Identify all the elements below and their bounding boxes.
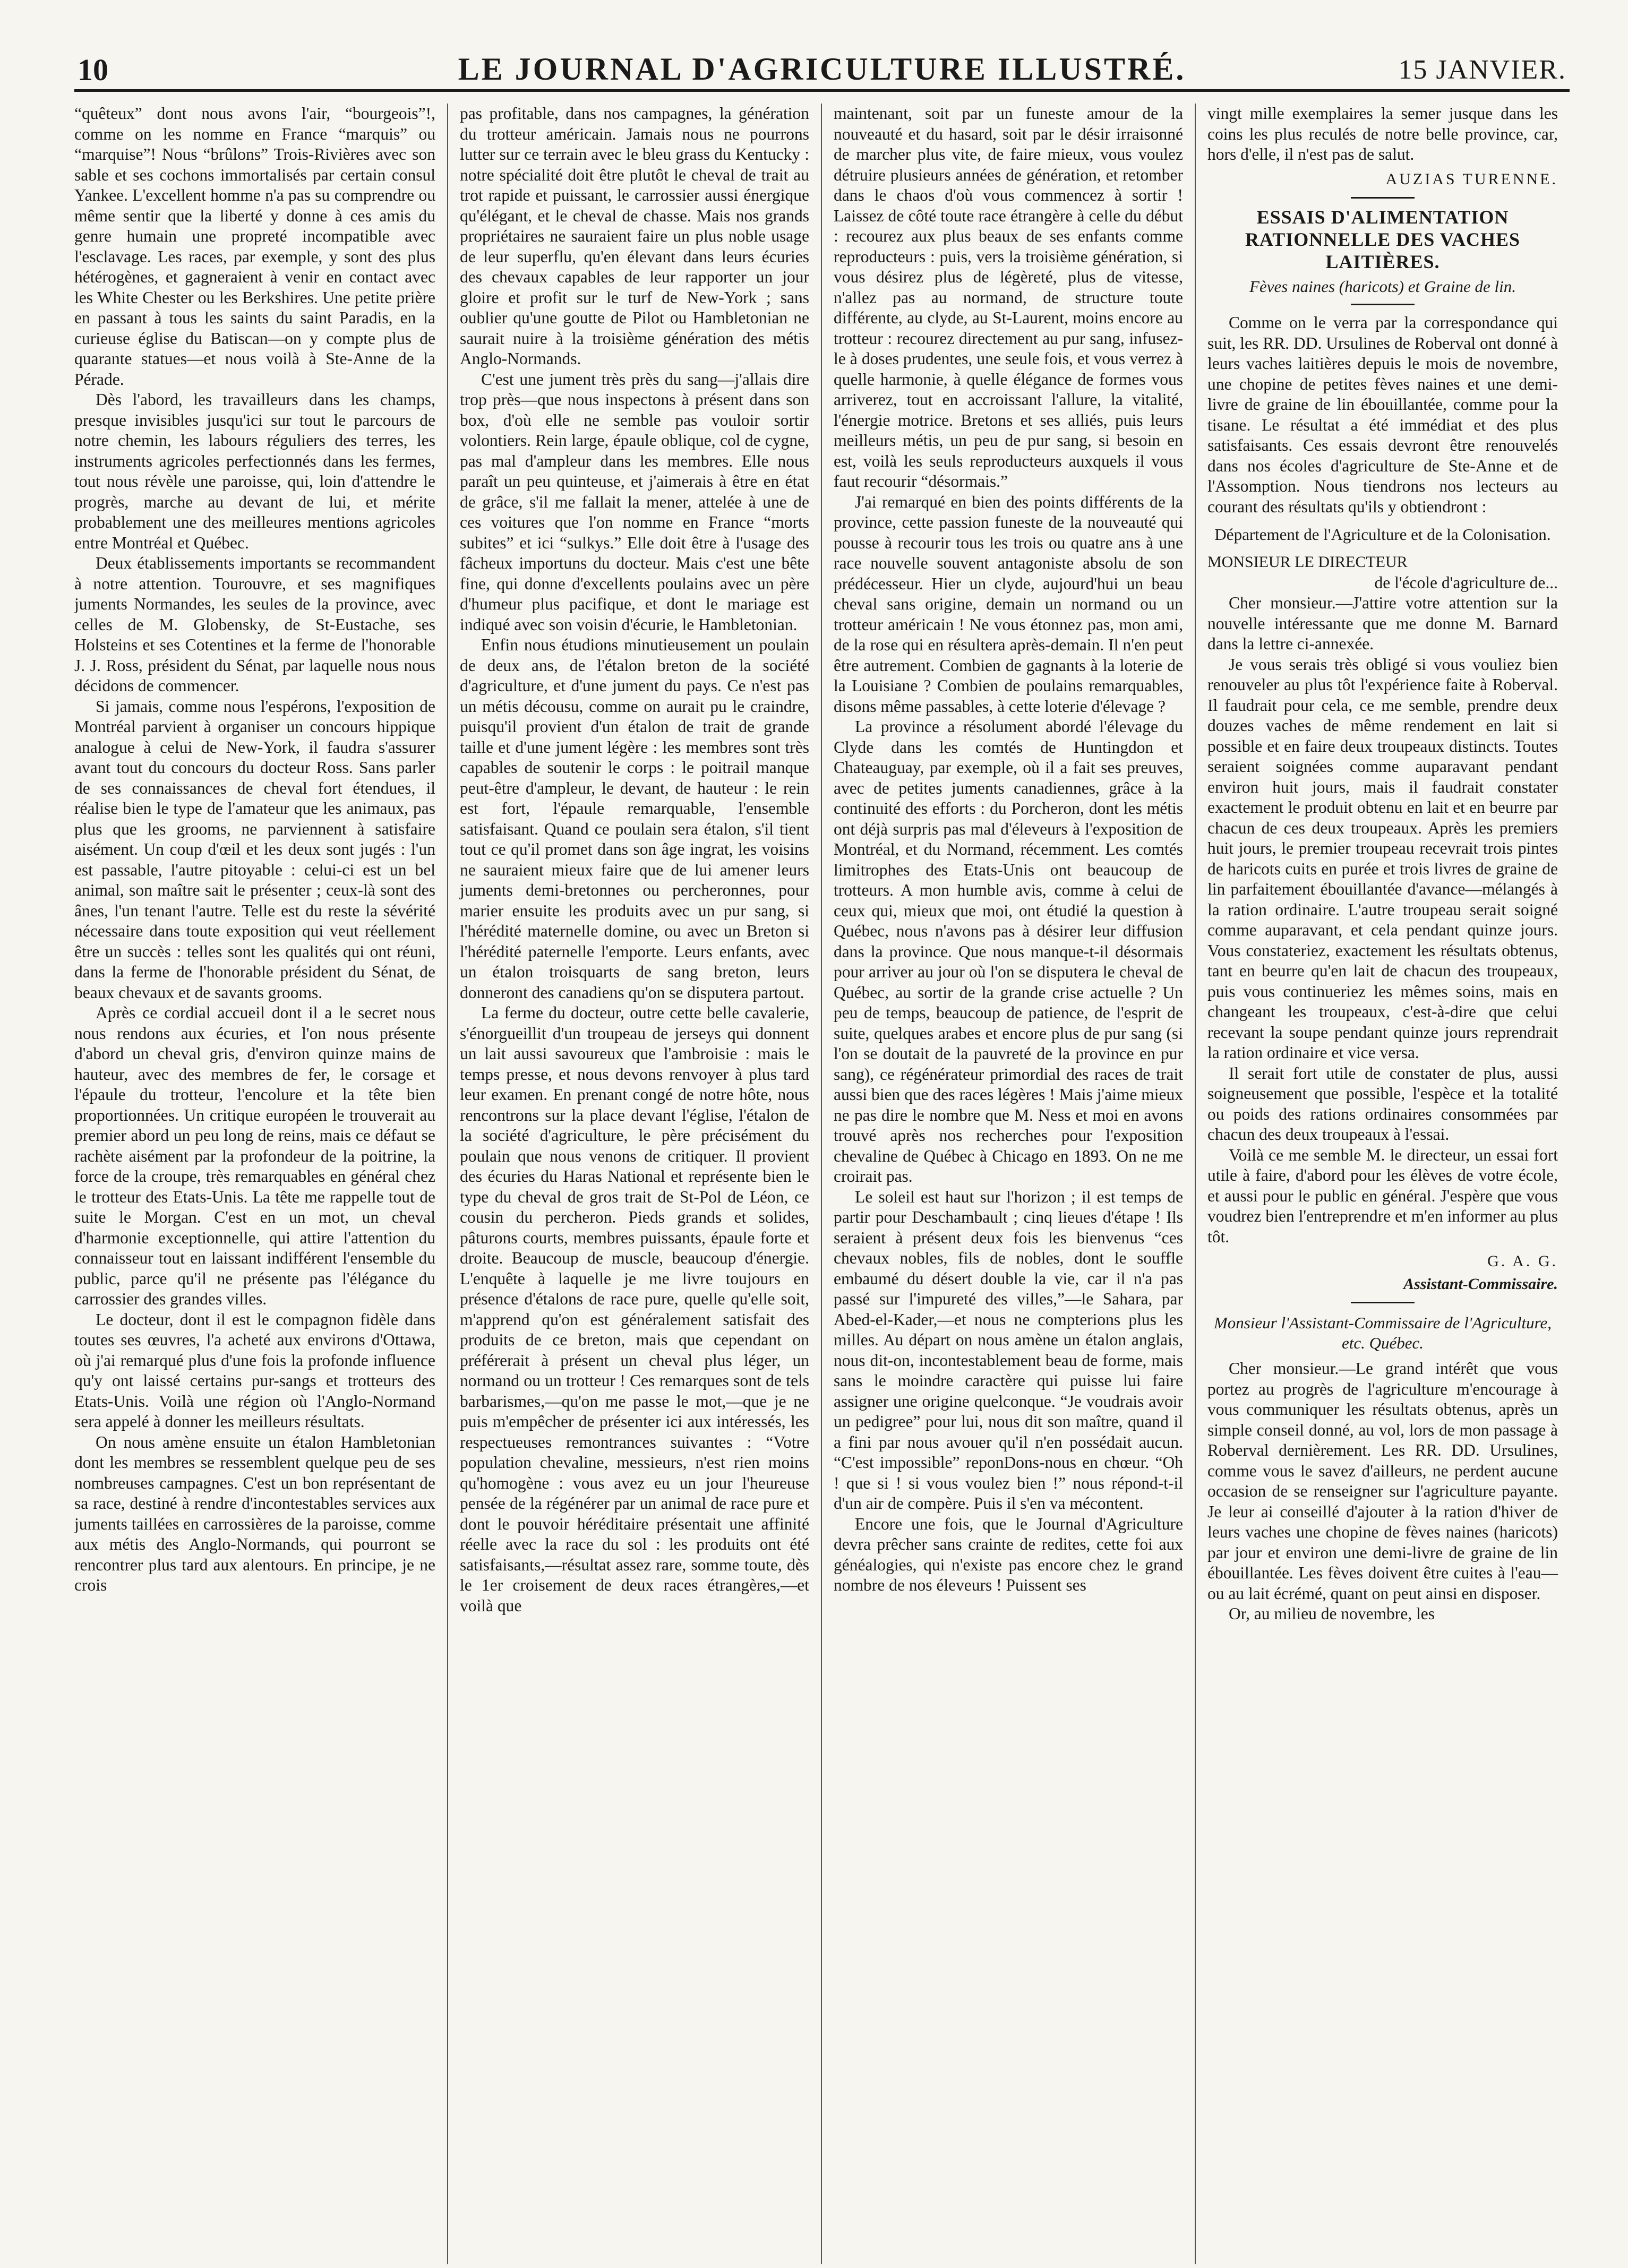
divider [1351, 197, 1415, 199]
paragraph: On nous amène ensuite un étalon Hambletonian dont les membres se ressemblent quelque peu de ses nombreuses campagnes. C'est un bon représentant de sa race, destiné à rendre d'incontestables services aux juments taillées en carrossières de la paroisse, comme aux métis des Anglo-Normands, qui pourront se rencontrer plus tard aux alentours. En principe, je ne crois [74, 1432, 435, 1594]
essay-title: ESSAIS D'ALIMENTATION RATIONNELLE DES VACHES LAITIÈRES. [1245, 207, 1521, 272]
page-number: 10 [78, 53, 108, 87]
paragraph: Si jamais, comme nous l'espérons, l'exposition de Montréal parvient à organiser un concours hippique analogue à celui de New-York, il faudra s'assurer avant tout du concours du docteur Ross. Sans parler de ses connaissances de cheval fort étendues, il réalise bien le type de l'amateur que les animaux, pas plus que les grooms, ne parviennent à satisfaire aisément. Un coup d'œil et les deux sont jugés : l'un est passable, l'autre pitoyable : celui-ci est un bel animal, son maître sait le présenter ; ceux-là sont des ânes, l'un tenant l'autre. Telle est du reste la sévérité nécessaire dans toute exposition qui veut réellement être un succès : telles sont les qualités qui ont réuni, dans la ferme de l'honorable président du Sénat, de beaux chevaux et de savants grooms. [74, 697, 435, 1002]
paragraph: C'est une jument très près du sang—j'allais dire trop près—que nous inspectons à présent dans son box, d'où elle ne semble pas vouloir sortir volontiers. Rein large, épaule oblique, col de cygne, pas mal d'ampleur dans les membres. Elle nous paraît un peu quinteuse, et j'aimerais à être en état de grâce, s'il me fallait la mener, attelée à une de ces voitures que l'on nomme en France “morts subites” et ici “sulkys.” Elle doit être à l'usage des fâcheux importuns du docteur. Mais c'est une bête fine, qui donne d'excellents poulains avec un père d'humeur plus pacifique, et dont le mariage est indiqué avec son voisin d'écurie, le Hambletonian. [460, 370, 809, 634]
paragraph: La ferme du docteur, outre cette belle cavalerie, s'énorgueillit d'un troupeau de jerseys qui donnent un lait aussi savoureux que l'ambroisie : mais le temps presse, et nous devons renvoyer à plus tard leur examen. En prenant congé de notre hôte, nous rencontrons sur la place devant l'église, l'étalon de la société d'agriculture, le père précisément du poulain que nous venons de critiquer. Il provient des écuries du Haras National et représente bien le type du cheval de gros trait de St-Pol de Léon, ce cousin du percheron. Pieds grands et solides, pâturons courts, membres puissants, épaule forte et droite. Beaucoup de muscle, beaucoup d'énergie. L'enquête à laquelle je me livre toujours en présence d'étalons de race pure, quelle qu'elle soit, m'apprend qu'on est généralement satisfait des produits de ce breton, mais que cependant on préférerait à présent un cheval plus léger, un normand ou un trotteur ! Ces remarques sont de tels barbarismes,—qu'on me passe le mot,—que je ne puis m'empêcher de présenter ici aux intéressés, les respectueuses remontrances suivantes : “Votre population chevaline, messieurs, n'est rien moins qu'homogène : vous avez eu un jour l'heureuse pensée de la régénérer par un animal de race pure et dont le pouvoir héréditaire présentait une affinité réelle avec la race du sol : les produits ont été satisfaisants,—résultat assez rare, somme toute, dès le 1er croisement de deux races étrangères,—et voilà que [460, 1003, 809, 1615]
paragraph: “quêteux” dont nous avons l'air, “bourgeois”!, comme on les nomme en France “marquis” ou “marquise”! Nous “brûlons” Trois-Rivières avec son sable et ses cochons immortalisés par certain consul Yankee. L'excellent homme n'a pas su comprendre ou même sentir que la liberté y donne à ces amis du genre humain une propreté incompatible avec l'esclavage. Les races, par exemple, y sont des plus hétérogènes, et gagneraient à venir en contact avec les White Chester ou les Berkshires. Une petite prière en passant à tous les saints du saint Paradis, en la curieuse église du Batiscan—on y compte plus de quarante statues—et nous voilà à Ste-Anne de la Pérade. [74, 104, 435, 389]
paragraph: Enfin nous étudions minutieusement un poulain de deux ans, de l'étalon breton de la société d'agriculture, et d'une jument du pays. Ce n'est pas un métis décousu, comme on aurait pu le craindre, puisqu'il provient d'un étalon de trait de grande taille et d'une jument légère : les membres sont très capables de soutenir le corps : le poitrail manque peut-être d'ampleur, le devant, de hauteur : le rein est fort, l'épaule remarquable, l'ensemble satisfaisant. Quand ce poulain sera étalon, s'il tient tout ce qu'il promet dans son âge ingrat, les voisins ne sauraient mieux faire que de lui amener leurs juments demi-bretonnes ou percheronnes, pour marier ensuite les produits avec un pur sang, si l'hérédité maternelle domine, ou avec un Breton si l'hérédité paternelle l'emporte. Leurs enfants, avec un étalon troisquarts de sang breton, leurs donneront des canadiens qu'on se disputera partout. [460, 635, 809, 1002]
essay-subtitle: Fèves naines (haricots) et Graine de lin. [1249, 277, 1516, 296]
column-3 [822, 104, 1196, 2264]
column-1 [74, 104, 448, 2264]
journal-title: LE JOURNAL D'AGRICULTURE ILLUSTRÉ. [458, 51, 1186, 87]
signature-title: Assistant-Commissaire. [1403, 1275, 1558, 1293]
paragraph: Après ce cordial accueil dont il a le secret nous nous rendons aux écuries, et l'on nous présente d'abord un cheval gris, d'environ quinze mains de hauteur, avec des membres de fer, le corsage et l'épaule du trotteur, l'encolure et la tête bien proportionnées. Un critique européen le trouverait au premier abord un peu long de reins, mais ce défaut se rachète aisément par la profondeur de la poitrine, la force de la croupe, très remarquables en général chez le trotteur des Etats-Unis. La tête me rappelle tout de suite le Morgan. C'est en un mot, un cheval d'harmonie exceptionnelle, qui attire l'attention du connaisseur tout en laissant indifférent l'ensemble du public, parce qu'il ne présente pas l'élégance du carrossier des grandes villes. [74, 1003, 435, 1308]
paragraph: Cher monsieur.—Le grand intérêt que vous portez au progrès de l'agriculture m'encourage à vous communiquer les résultats obtenus, après un simple conseil donné, au vol, lors de mon passage à Roberval dernièrement. Les RR. DD. Ursulines, comme vous le savez d'ailleurs, ne perdent aucune occasion de se renseigner sur l'agriculture payante. Je leur ai conseillé d'ajouter à la ration d'hiver de leurs vaches une chopine de fèves naines (haricots) par jour et environ une demi-livre de graine de lin ébouillantée. Les fèves doivent être cuites à l'eau—ou au lait écrémé, quant on peut ainsi en disposer. [1207, 1359, 1558, 1603]
masthead [74, 47, 1570, 92]
paragraph: Le docteur, dont il est le compagnon fidèle dans toutes ses œuvres, l'a acheté aux environs d'Ottawa, où j'ai remarqué plus d'une fois la profonde influence qu'y ont laissé certains pur-sangs et trotteurs des Etats-Unis. Voilà une région où l'Anglo-Normand sera appelé à donner les meilleurs résultats. [74, 1310, 435, 1431]
paragraph: La province a résolument abordé l'élevage du Clyde dans les comtés de Huntingdon et Chateauguay, par exemple, où il a fait ses preuves, avec de petites juments canadiennes, grâce à la continuité des efforts : du Porcheron, dont les métis ont déjà surpris pas mal d'éleveurs à l'exposition de Montréal, et du Normand, récemment. Les comtés limitrophes des Etats-Unis ont beaucoup de trotteurs. A mon humble avis, comme à celui de ceux qui, mieux que moi, ont étudié la question à Québec, nous n'avons pas à désirer leur diffusion dans la province. Que nous manque-t-il désormais pour arriver au jour où l'on se disputera le cheval de Québec, au sortir de la grande crise actuelle ? Un peu de temps, beaucoup de patience, de l'esprit de suite, quelques arabes et encore plus de pur sang (si l'on se doutait de la pauvreté de la province en pur sang), ce régénérateur primordial des races de trait aussi bien que des races légères ! Mais j'aime mieux ne pas dire le nombre que M. Ness et moi en avons trouvé après nos recherches pour l'exposition chevaline de Québec à Chicago en 1893. On ne me croirait pas. [834, 717, 1183, 1185]
paragraph: Je vous serais très obligé si vous vouliez bien renouveler au plus tôt l'expérience faite à Roberval. Il faudrait pour cela, ce me semble, prendre deux douzes vaches de même rendement en lait si possible et en faire deux troupeaux distincts. Toutes seraient soignées comme auparavant pendant environ huit jours, mais il faudrait constater exactement le produit obtenu en lait et en beurre par chacun de ces deux troupeaux. Après les premiers huit jours, le premier troupeau recevrait trois pintes de haricots cuits en purée et trois livres de graine de lin parfaitement ébouillantée d'avance—mélangés à la ration ordinaire. L'autre troupeau serait soigné comme auparavant, et cela pendant quinze jours. Vous constateriez, exactement les résultats obtenus, tant en beurre qu'en lait de chacun des troupeaux, puis vous continueriez les mêmes soins, mais en changeant les troupeaux, c'est-à-dire que celui recevant la soupe pendant quinze jours reprendrait la ration ordinaire et vice versa. [1207, 655, 1558, 1062]
columns [74, 104, 1570, 2264]
paragraph: Deux établissements importants se recommandent à notre attention. Tourouvre, et ses magnifiques juments Normandes, les seules de la province, avec celles de M. Globensky, de St-Eustache, ses Holsteins et ses Cotentines et la ferme de l'honorable J. J. Ross, président du Sénat, par laquelle nous nous décidons de commencer. [74, 554, 435, 695]
paragraph: Encore une fois, que le Journal d'Agriculture devra prêcher sans crainte de redites, cette foi aux généalogies, qui n'existe pas encore chez le grand nombre de nos éleveurs ! Puissent ses [834, 1514, 1183, 1594]
signature-gag: G. A. G. [1487, 1252, 1558, 1270]
divider [1351, 1302, 1415, 1303]
department-line: Département de l'Agriculture et de la Colonisation. [1214, 525, 1551, 544]
paragraph: Voilà ce me semble M. le directeur, un essai fort utile à faire, d'abord pour les élèves de votre école, et aussi pour le public en général. J'espère que vous voudrez bien l'entreprendre et m'en informer au plus tôt. [1207, 1145, 1558, 1246]
letter-heading: Monsieur l'Assistant-Commissaire de l'Agriculture, etc. Québec. [1213, 1313, 1552, 1352]
signature-auzias-turenne: AUZIAS TURENNE. [1385, 170, 1558, 188]
paragraph: Cher monsieur.—J'attire votre attention sur la nouvelle intéressante que me donne M. Barnard dans la lettre ci-annexée. [1207, 594, 1558, 653]
paragraph: Comme on le verra par la correspondance qui suit, les RR. DD. Ursulines de Roberval ont donné à leurs vaches laitières depuis le mois de novembre, une chopine de petites fèves naines et une demi-livre de graine de lin ébouillantée, comme pour la tisane. Le résultat a été immédiat et des plus satisfaisants. Ces essais devront être renouvelés dans nos écoles d'agriculture de Ste-Anne et de l'Assomption. Nous tiendrons nos lecteurs au courant des résultats qu'ils y obtiendront : [1207, 313, 1558, 516]
paragraph: Le soleil est haut sur l'horizon ; il est temps de partir pour Deschambault ; cinq lieues d'étape ! Ils seraient à présent deux fois les bienvenus “ces chevaux nobles, fils de nobles, dont le souffle embaumé du désert double la vie, car il n'a pas passé sur l'impureté des villes,”—le Sahara, par Abed-el-Kader,—et nous ne compterions plus les milles. Au départ on nous amène un étalon anglais, nous dit-on, incontestablement beau de forme, mais sans le moindre caractère qui puisse lui faire assigner une origine quelconque. “Je voudrais avoir un pedigree” pour lui, nous dit son maître, quand il a fini par nous avouer qu'il n'en possédait aucun. “C'est impossible” reponDons-nous en chœur. “Oh ! que si ! si vous voulez bien !” nous répond-t-il d'un air de compère. Puis il s'en va mécontent. [834, 1187, 1183, 1513]
issue-date: 15 JANVIER. [1398, 55, 1566, 85]
addressee: MONSIEUR LE DIRECTEUR [1207, 553, 1408, 571]
divider [1351, 304, 1415, 305]
paragraph: pas profitable, dans nos campagnes, la génération du trotteur américain. Jamais nous ne pourrons lutter sur ce terrain avec le bleu grass du Kentucky : notre spécialité doit être plutôt le cheval de trait au trot rapide et puissant, le carrossier aussi énergique qu'élégant, et le cheval de chasse. Mais nos grands propriétaires ne sauraient faire un plus noble usage de leur superflu, qu'en élevant dans leurs écuries des chevaux capables de leur rapporter un jour gloire et profit sur le turf de New-York ; sans oublier qu'une goutte de Pilot ou Hambletonian ne saurait nuire à la troisième génération des métis Anglo-Normands. [460, 104, 809, 368]
column-2 [448, 104, 822, 2264]
paragraph: J'ai remarqué en bien des points différents de la province, cette passion funeste de la nouveauté qui pousse à recourir tous les trois ou quatre ans à une race nouvelle souvent antagoniste absolu de son prédécesseur. Hier un clyde, aujourd'hui un beau cheval sans origine, demain un normand ou un trotteur américain ! Ne vous étonnez pas, mon ami, de la rose qui en résultera après-demain. Il n'en peut être autrement. Combien de gagnants à la loterie de la Louisiane ? Combien de poulains remarquables, disons même passables, à cette loterie d'élevage ? [834, 492, 1183, 716]
paragraph: Il serait fort utile de constater de plus, aussi soigneusement que possible, l'espèce et la totalité ou poids des rations ordinaires consommées par chacun des deux troupeaux à l'essai. [1207, 1063, 1558, 1144]
paragraph: Dès l'abord, les travailleurs dans les champs, presque invisibles jusqu'ici sur tout le parcours de notre chemin, les labours réguliers des terres, les instruments agricoles perfectionnés dans les fermes, tout nous révèle une paroisse, qui, loin d'attendre le progrès, marche au devant de lui, et mérite probablement une des meilleures mentions agricoles entre Montréal et Québec. [74, 390, 435, 552]
paragraph: maintenant, soit par un funeste amour de la nouveauté et du hasard, soit par le désir irraisonné de marcher plus vite, de faire mieux, vous voulez détruire plusieurs années de génération, et retomber dans le chaos d'où vous commencez à sortir ! Laissez de côté toute race étrangère à celle du début : recourez aux plus beaux de ses enfants comme reproducteurs : puis, vers la troisième génération, si vous désirez plus de légèreté, plus de vitesse, n'allez pas au normand, de structure toute différente, au clyde, au St-Laurent, moins encore au trotteur : recourez directement au pur sang, infusez-le à doses prudentes, une seule fois, et vous verrez à quelle harmonie, à quelle élégance de formes vous arriverez, tout en accroissant l'allure, la vitalité, l'énergie motrice. Bretons et ses alliés, puis leurs meilleurs métis, un peu de pur sang, si besoin en est, voilà les seuls reproducteurs auxquels il vous faut recourir “désormais.” [834, 104, 1183, 491]
paragraph: Or, au milieu de novembre, les [1229, 1604, 1435, 1623]
column-4 [1196, 104, 1570, 2264]
addressee-line-2: de l'école d'agriculture de... [1374, 573, 1558, 592]
paragraph: vingt mille exemplaires la semer jusque dans les coins les plus reculés de notre belle province, car, hors d'elle, il n'est pas de salut. [1207, 104, 1558, 164]
